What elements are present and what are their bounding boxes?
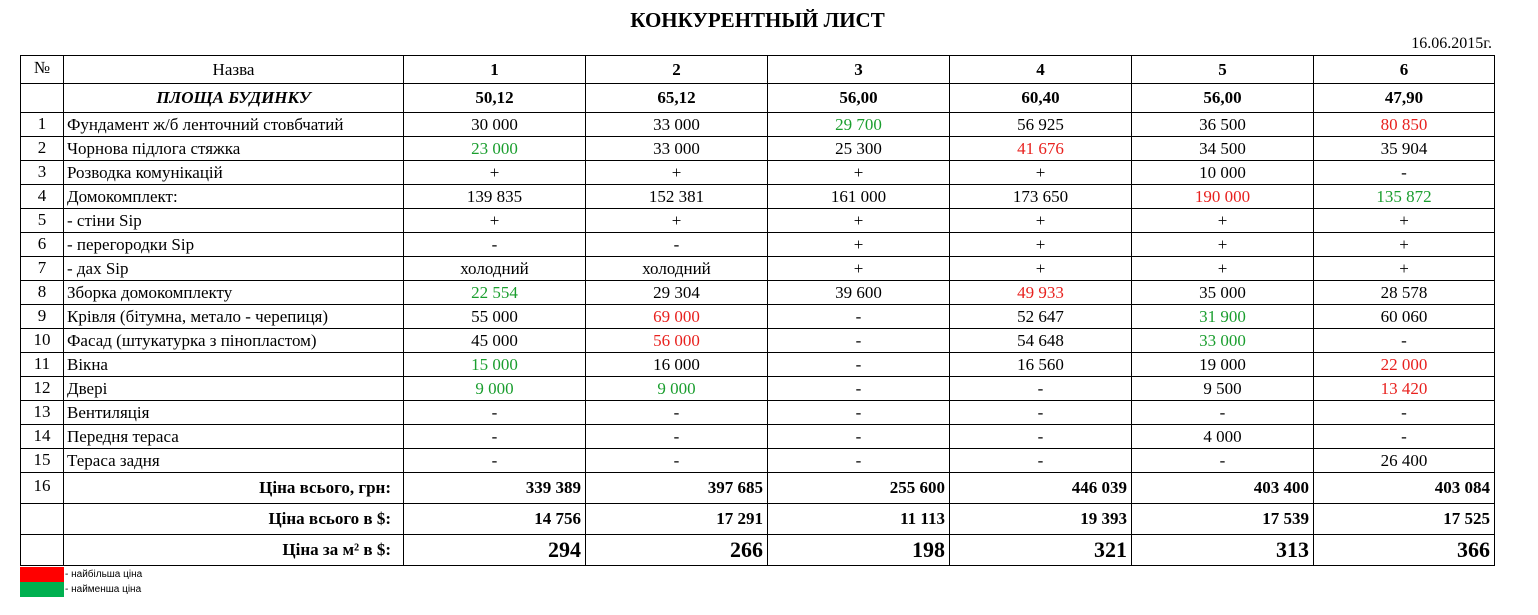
table-row: [21, 305, 1495, 329]
price-cell: -: [950, 401, 1132, 425]
price-cell: 16 560: [950, 353, 1132, 377]
header-col-4: 4: [950, 56, 1132, 84]
price-cell: 28 578: [1314, 281, 1495, 305]
row-number: 12: [21, 377, 64, 401]
table-row: [21, 377, 1495, 401]
price-cell: 19 000: [1132, 353, 1314, 377]
price-cell: 56 925: [950, 113, 1132, 137]
row-number: 11: [21, 353, 64, 377]
table-row: [21, 329, 1495, 353]
price-cell: 161 000: [768, 185, 950, 209]
row-number: 9: [21, 305, 64, 329]
area-value: 56,00: [768, 84, 950, 113]
total-value: 403 400: [1132, 473, 1314, 504]
area-value: 56,00: [1132, 84, 1314, 113]
row-number: 4: [21, 185, 64, 209]
total-value: 198: [768, 535, 950, 566]
header-col-5: 5: [1132, 56, 1314, 84]
price-cell: холодний: [404, 257, 586, 281]
price-cell: -: [768, 425, 950, 449]
price-cell: -: [1314, 425, 1495, 449]
area-value: 60,40: [950, 84, 1132, 113]
table-row: [21, 353, 1495, 377]
price-cell: -: [586, 449, 768, 473]
legend-swatch-green: [20, 582, 64, 597]
price-cell: 135 872: [1314, 185, 1495, 209]
price-cell: 56 000: [586, 329, 768, 353]
page-title: КОНКУРЕНТНЫЙ ЛИСТ: [630, 8, 885, 32]
total-value: 403 084: [1314, 473, 1495, 504]
table-row: [21, 185, 1495, 209]
price-cell: -: [1132, 401, 1314, 425]
price-cell: +: [768, 209, 950, 233]
total-value: 294: [404, 535, 586, 566]
total-value: 266: [586, 535, 768, 566]
row-name: Крівля (бітумна, метало - черепиця): [64, 305, 404, 329]
table-row: [21, 233, 1495, 257]
price-cell: +: [1314, 209, 1495, 233]
area-value: 47,90: [1314, 84, 1495, 113]
competitive-sheet-table: [20, 55, 1495, 566]
row-number: 7: [21, 257, 64, 281]
price-cell: 9 000: [586, 377, 768, 401]
price-cell: +: [586, 209, 768, 233]
price-cell: +: [950, 233, 1132, 257]
price-cell: -: [1314, 329, 1495, 353]
price-cell: -: [1132, 449, 1314, 473]
price-cell: -: [768, 377, 950, 401]
total-uah-row: [21, 473, 1495, 504]
table-row: [21, 425, 1495, 449]
price-cell: -: [404, 425, 586, 449]
price-cell: -: [768, 353, 950, 377]
price-cell: +: [1314, 233, 1495, 257]
row-number: 16: [21, 473, 64, 504]
price-cell: 4 000: [1132, 425, 1314, 449]
row-name: - перегородки Sip: [64, 233, 404, 257]
row-number: [21, 504, 64, 535]
document-date: 16.06.2015г.: [1411, 35, 1492, 52]
legend-highest: [20, 567, 142, 582]
header-number: №: [21, 56, 64, 84]
row-number: 10: [21, 329, 64, 353]
price-cell: 33 000: [586, 113, 768, 137]
row-name: - стіни Sip: [64, 209, 404, 233]
table-row: [21, 137, 1495, 161]
price-cell: 152 381: [586, 185, 768, 209]
row-name: Розводка комунікацій: [64, 161, 404, 185]
price-cell: 55 000: [404, 305, 586, 329]
price-cell: 13 420: [1314, 377, 1495, 401]
legend-swatch-red: [20, 567, 64, 582]
price-cell: -: [404, 401, 586, 425]
total-value: 321: [950, 535, 1132, 566]
price-cell: 60 060: [1314, 305, 1495, 329]
row-name: Домокомплект:: [64, 185, 404, 209]
total-usd-row: [21, 504, 1495, 535]
header-row: [21, 56, 1495, 84]
price-cell: +: [1314, 257, 1495, 281]
table-row: [21, 401, 1495, 425]
row-name: Вікна: [64, 353, 404, 377]
row-number: 13: [21, 401, 64, 425]
row-name: Передня тераса: [64, 425, 404, 449]
price-cell: -: [404, 449, 586, 473]
price-cell: +: [950, 161, 1132, 185]
total-label: Ціна всього в $:: [64, 504, 404, 535]
row-number: 2: [21, 137, 64, 161]
total-value: 17 539: [1132, 504, 1314, 535]
area-number: [21, 84, 64, 113]
price-cell: 15 000: [404, 353, 586, 377]
price-per-m2-row: [21, 535, 1495, 566]
price-cell: 31 900: [1132, 305, 1314, 329]
price-cell: +: [950, 257, 1132, 281]
header-col-2: 2: [586, 56, 768, 84]
price-cell: +: [768, 161, 950, 185]
price-cell: 23 000: [404, 137, 586, 161]
price-cell: +: [768, 233, 950, 257]
price-cell: 69 000: [586, 305, 768, 329]
price-cell: 49 933: [950, 281, 1132, 305]
row-name: Двері: [64, 377, 404, 401]
row-name: Тераса задня: [64, 449, 404, 473]
price-cell: +: [1132, 209, 1314, 233]
price-cell: -: [768, 329, 950, 353]
total-value: 397 685: [586, 473, 768, 504]
price-cell: 80 850: [1314, 113, 1495, 137]
row-number: 1: [21, 113, 64, 137]
table-row: [21, 281, 1495, 305]
price-cell: 34 500: [1132, 137, 1314, 161]
price-cell: 29 700: [768, 113, 950, 137]
row-name: Вентиляція: [64, 401, 404, 425]
total-value: 313: [1132, 535, 1314, 566]
price-cell: 26 400: [1314, 449, 1495, 473]
price-cell: 35 000: [1132, 281, 1314, 305]
area-value: 50,12: [404, 84, 586, 113]
row-number: 15: [21, 449, 64, 473]
price-cell: -: [950, 449, 1132, 473]
price-cell: 25 300: [768, 137, 950, 161]
price-cell: 39 600: [768, 281, 950, 305]
price-cell: 52 647: [950, 305, 1132, 329]
price-cell: -: [586, 233, 768, 257]
row-number: 6: [21, 233, 64, 257]
area-label: ПЛОЩА БУДИНКУ: [64, 84, 404, 113]
total-value: 14 756: [404, 504, 586, 535]
price-cell: -: [950, 377, 1132, 401]
price-cell: 36 500: [1132, 113, 1314, 137]
price-cell: 33 000: [1132, 329, 1314, 353]
price-cell: 9 500: [1132, 377, 1314, 401]
price-cell: +: [1132, 233, 1314, 257]
row-name: Чорнова підлога стяжка: [64, 137, 404, 161]
price-cell: -: [586, 401, 768, 425]
row-number: 8: [21, 281, 64, 305]
row-number: 5: [21, 209, 64, 233]
price-cell: 41 676: [950, 137, 1132, 161]
table-row: [21, 209, 1495, 233]
header-col-1: 1: [404, 56, 586, 84]
row-name: - дах Sip: [64, 257, 404, 281]
total-value: 255 600: [768, 473, 950, 504]
total-value: 17 291: [586, 504, 768, 535]
total-value: 339 389: [404, 473, 586, 504]
total-value: 446 039: [950, 473, 1132, 504]
price-cell: -: [1314, 161, 1495, 185]
legend-lowest: [20, 582, 141, 597]
legend-lowest-label: - найменша ціна: [65, 584, 142, 595]
price-cell: 9 000: [404, 377, 586, 401]
total-label: Ціна всього, грн:: [64, 473, 404, 504]
total-value: 11 113: [768, 504, 950, 535]
table-row: [21, 113, 1495, 137]
total-value: 19 393: [950, 504, 1132, 535]
price-cell: 173 650: [950, 185, 1132, 209]
price-cell: -: [768, 305, 950, 329]
total-value: 17 525: [1314, 504, 1495, 535]
price-cell: 29 304: [586, 281, 768, 305]
price-cell: 16 000: [586, 353, 768, 377]
price-cell: -: [404, 233, 586, 257]
price-cell: +: [586, 161, 768, 185]
table-row: [21, 161, 1495, 185]
price-cell: +: [950, 209, 1132, 233]
row-name: Фасад (штукатурка з пінопластом): [64, 329, 404, 353]
table-row: [21, 449, 1495, 473]
row-number: [21, 535, 64, 566]
total-value: 366: [1314, 535, 1495, 566]
price-cell: 22 000: [1314, 353, 1495, 377]
header-col-6: 6: [1314, 56, 1495, 84]
price-cell: 30 000: [404, 113, 586, 137]
price-cell: холодний: [586, 257, 768, 281]
price-cell: 190 000: [1132, 185, 1314, 209]
price-cell: -: [1314, 401, 1495, 425]
price-cell: 45 000: [404, 329, 586, 353]
table-row: [21, 257, 1495, 281]
price-cell: -: [586, 425, 768, 449]
header-name: Назва: [64, 56, 404, 84]
price-cell: -: [768, 401, 950, 425]
area-value: 65,12: [586, 84, 768, 113]
price-cell: 35 904: [1314, 137, 1495, 161]
price-cell: 10 000: [1132, 161, 1314, 185]
price-cell: +: [768, 257, 950, 281]
price-cell: 139 835: [404, 185, 586, 209]
row-number: 14: [21, 425, 64, 449]
house-area-row: [21, 84, 1495, 113]
price-cell: -: [950, 425, 1132, 449]
price-cell: 54 648: [950, 329, 1132, 353]
price-cell: +: [404, 209, 586, 233]
row-name: Зборка домокомплекту: [64, 281, 404, 305]
header-col-3: 3: [768, 56, 950, 84]
price-cell: -: [768, 449, 950, 473]
price-cell: +: [404, 161, 586, 185]
legend-highest-label: - найбільша ціна: [65, 569, 143, 580]
row-number: 3: [21, 161, 64, 185]
total-label: Ціна за м² в $:: [64, 535, 404, 566]
price-cell: 33 000: [586, 137, 768, 161]
row-name: Фундамент ж/б ленточний стовбчатий: [64, 113, 404, 137]
price-cell: 22 554: [404, 281, 586, 305]
price-cell: +: [1132, 257, 1314, 281]
